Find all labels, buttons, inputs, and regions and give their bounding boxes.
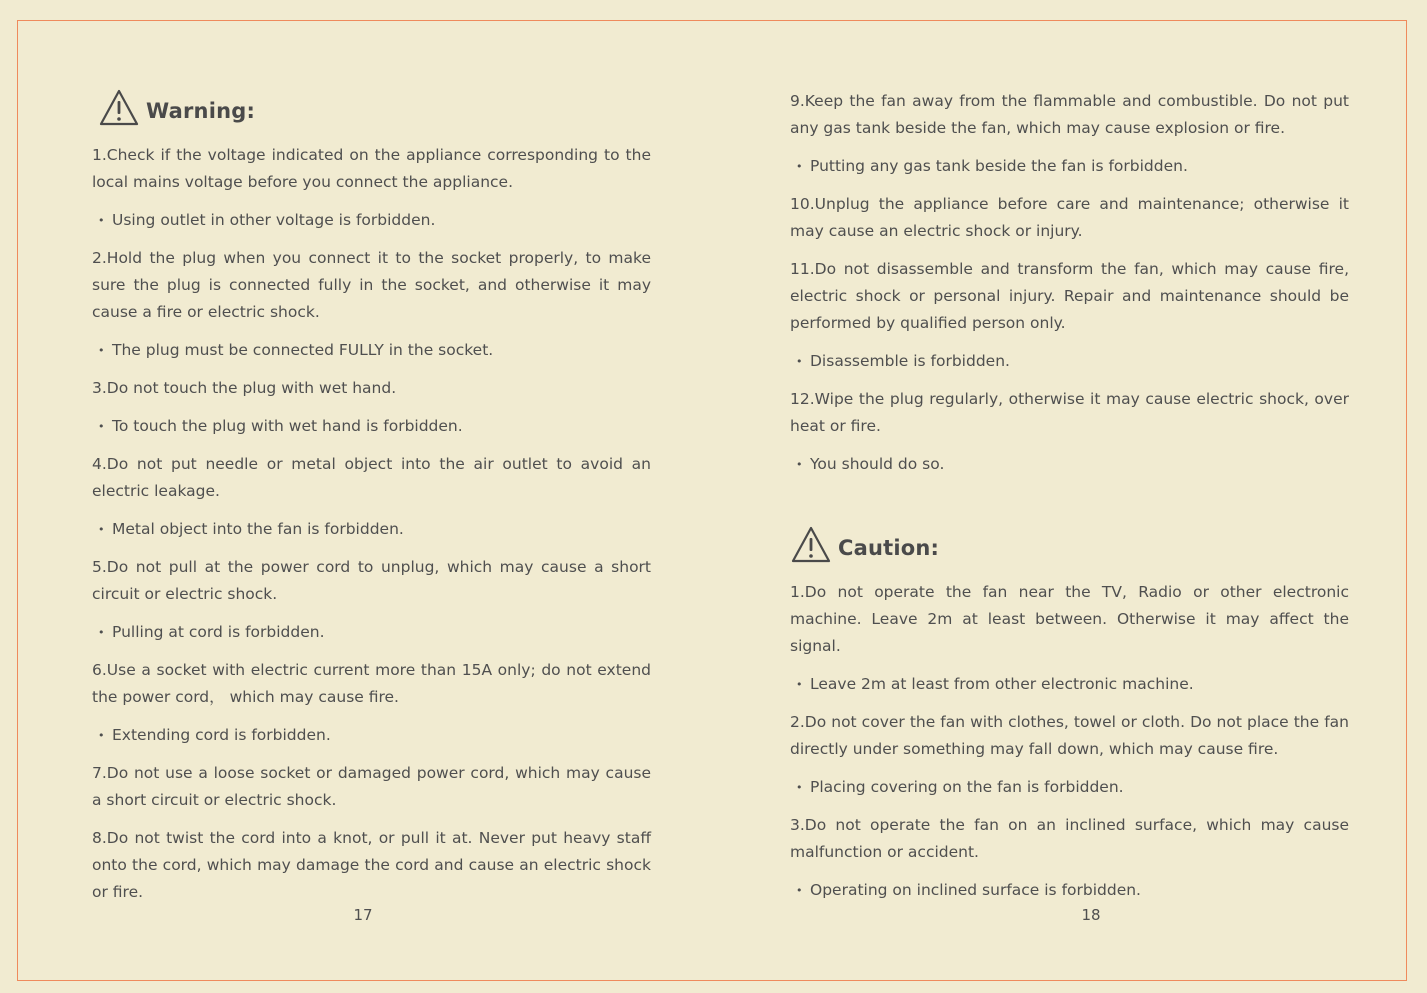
page-number-right: 18 (1081, 906, 1101, 924)
warning-heading-text: Warning: (146, 98, 256, 123)
instruction-paragraph: 4.Do not put needle or metal object into the air outlet to avoid an electric leakage. (92, 455, 651, 500)
warning-list-continued (790, 88, 1349, 478)
bullet-note: • Disassemble is forbidden. (790, 348, 1349, 375)
bullet-note: • Extending cord is forbidden. (92, 722, 651, 749)
instruction-paragraph: 5.Do not pull at the power cord to unplug, which may cause a short circuit or electric shock. (92, 558, 651, 603)
instruction-paragraph: 2.Hold the plug when you connect it to the socket properly, to make sure the plug is connected fully in the socket, and otherwise it may cause a fire or electric shock. (92, 249, 651, 321)
caution-list (790, 579, 1349, 904)
instruction-paragraph: 8.Do not twist the cord into a knot, or pull it at. Never put heavy staff onto the cord, which may damage the cord and cause an electric shock or fire. (92, 829, 651, 901)
instruction-paragraph: 10.Unplug the appliance before care and maintenance; otherwise it may cause an electric shock or injury. (790, 195, 1349, 240)
instruction-paragraph: 2.Do not cover the fan with clothes, towel or cloth. Do not place the fan directly under something may fall down, which may cause fire. (790, 713, 1349, 758)
instruction-paragraph: 3.Do not operate the fan on an inclined surface, which may cause malfunction or accident. (790, 816, 1349, 861)
warning-triangle-icon (98, 88, 140, 128)
instruction-paragraph: 7.Do not use a loose socket or damaged power cord, which may cause a short circuit or electric shock. (92, 764, 651, 809)
section-gap (790, 489, 1349, 523)
bullet-note: • Leave 2m at least from other electronic machine. (790, 671, 1349, 698)
bullet-note: • Pulling at cord is forbidden. (92, 619, 651, 646)
bullet-note: • To touch the plug with wet hand is forbidden. (92, 413, 651, 440)
page-number-left: 17 (353, 906, 373, 924)
warning-list (92, 142, 651, 906)
bullet-note: • The plug must be connected FULLY in the socket. (92, 337, 651, 364)
bullet-note: • Metal object into the fan is forbidden. (92, 516, 651, 543)
bullet-note: • Operating on inclined surface is forbidden. (790, 877, 1349, 904)
caution-heading-text: Caution: (838, 535, 940, 560)
bullet-note: • Placing covering on the fan is forbidden. (790, 774, 1349, 801)
left-page-content (92, 86, 651, 917)
right-page-content (790, 88, 1349, 915)
bullet-note: • You should do so. (790, 451, 1349, 478)
instruction-paragraph: 9.Keep the fan away from the flammable and combustible. Do not put any gas tank beside the fan, which may cause explosion or fire. (790, 92, 1349, 137)
instruction-paragraph: 1.Do not operate the fan near the TV, Radio or other electronic machine. Leave 2m at least between. Otherwise it may affect the signal. (790, 583, 1349, 655)
instruction-paragraph: 11.Do not disassemble and transform the fan, which may cause fire, electric shock or personal injury. Repair and maintenance should be performed by qualified person only. (790, 260, 1349, 332)
instruction-paragraph: 1.Check if the voltage indicated on the appliance corresponding to the local mains voltage before you connect the appliance. (92, 146, 651, 191)
warning-heading (98, 86, 651, 130)
caution-triangle-icon (790, 525, 832, 565)
instruction-paragraph: 12.Wipe the plug regularly, otherwise it may cause electric shock, over heat or fire. (790, 390, 1349, 435)
bullet-note: • Using outlet in other voltage is forbidden. (92, 207, 651, 234)
bullet-note: • Putting any gas tank beside the fan is forbidden. (790, 153, 1349, 180)
instruction-paragraph: 3.Do not touch the plug with wet hand. (92, 379, 397, 397)
instruction-paragraph: 6.Use a socket with electric current more than 15A only; do not extend the power cord， which may cause fire. (92, 661, 651, 706)
caution-heading (790, 523, 1349, 567)
